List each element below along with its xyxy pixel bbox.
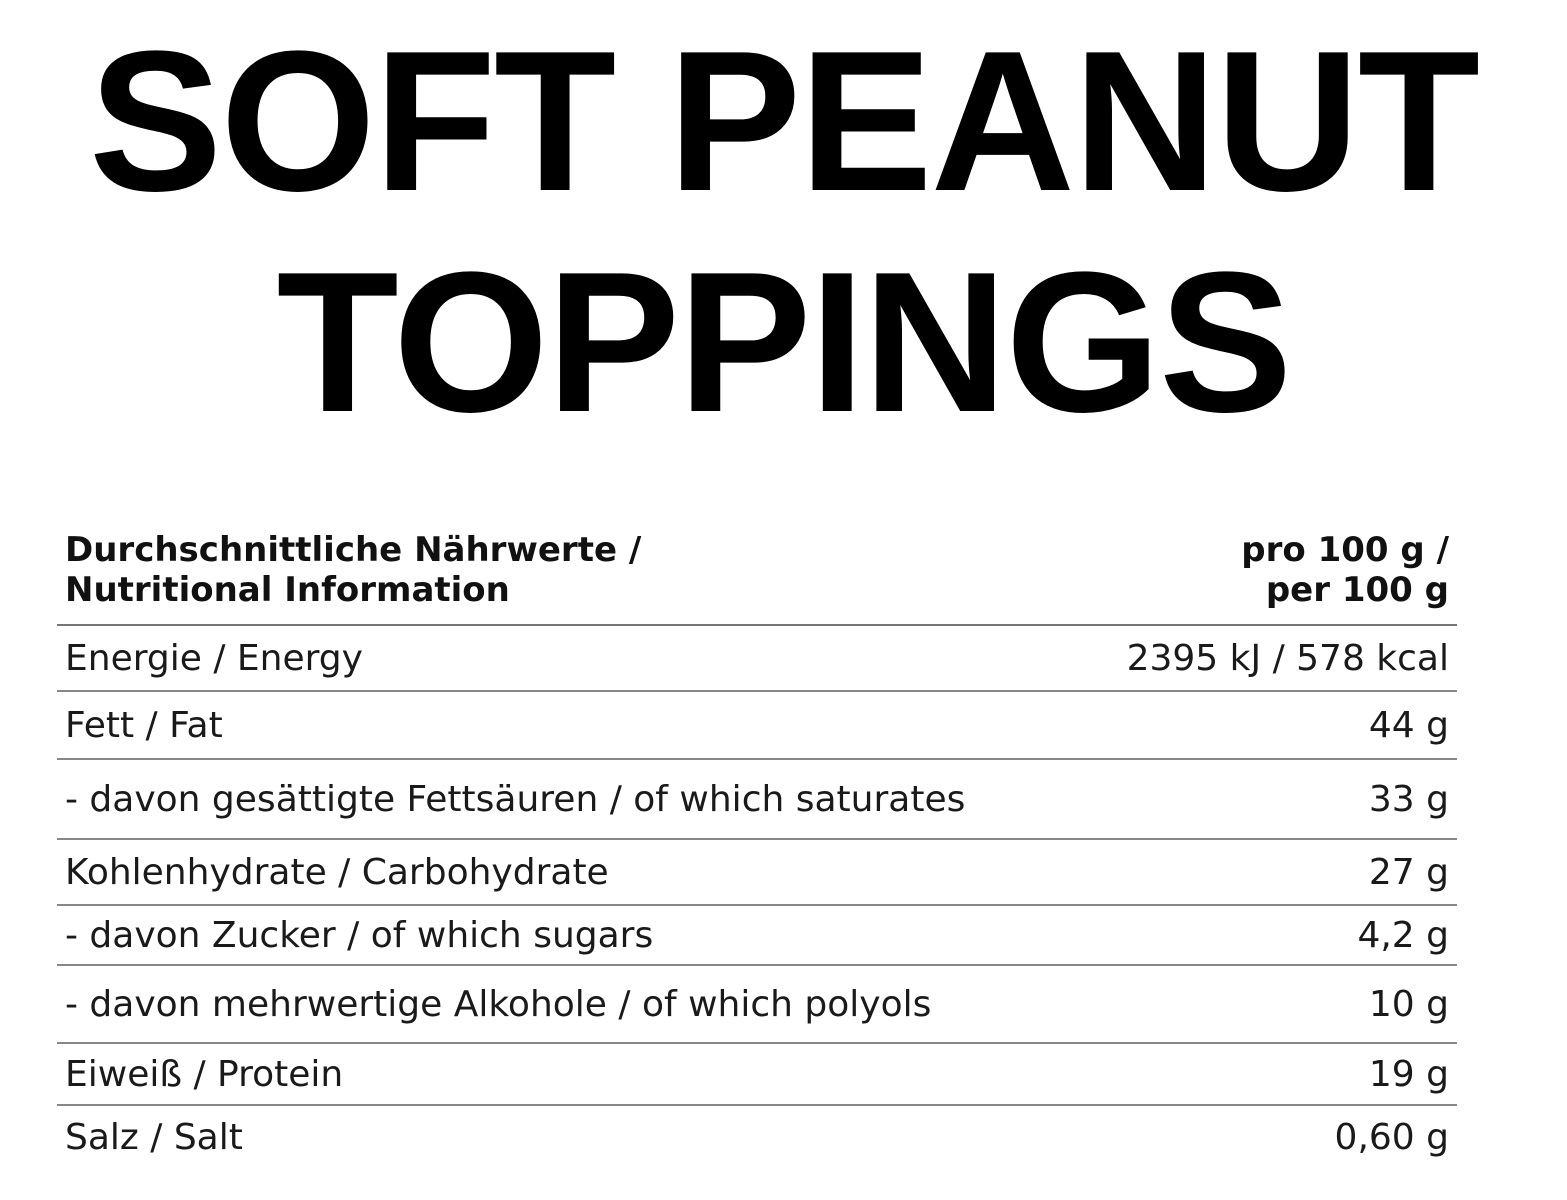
row-label: - davon gesättigte Fettsäuren / of which saturates (65, 778, 966, 820)
table-row-polyols (57, 966, 1457, 1044)
table-row-carbohydrate (57, 840, 1457, 906)
table-row-fat (57, 692, 1457, 760)
row-label: Energie / Energy (65, 637, 363, 679)
nutrition-table-header (57, 530, 1457, 626)
row-value: 19 g (1368, 1053, 1449, 1095)
table-row-salt (57, 1106, 1457, 1168)
table-row-energy (57, 626, 1457, 692)
row-label: Salz / Salt (65, 1116, 243, 1158)
row-label: - davon mehrwertige Alkohole / of which polyols (65, 983, 932, 1025)
row-value: 44 g (1368, 704, 1449, 746)
table-row-sugars (57, 906, 1457, 966)
table-row-saturates (57, 760, 1457, 840)
row-value: 2395 kJ / 578 kcal (1126, 637, 1449, 679)
header-label-line-1: Durchschnittliche Nährwerte / (65, 530, 642, 570)
header-value-line-1: pro 100 g / (1241, 530, 1449, 570)
product-title-line-2: TOPPINGS (276, 231, 1291, 454)
row-value: 4,2 g (1357, 914, 1449, 956)
row-value: 0,60 g (1334, 1116, 1449, 1158)
header-label (65, 530, 641, 610)
header-value-line-2: per 100 g (1265, 570, 1449, 610)
row-label: Kohlenhydrate / Carbohydrate (65, 851, 609, 893)
table-row-protein (57, 1044, 1457, 1106)
row-label: Fett / Fat (65, 704, 223, 746)
row-value: 33 g (1368, 778, 1449, 820)
row-label: - davon Zucker / of which sugars (65, 914, 654, 956)
header-label-line-2: Nutritional Information (65, 570, 510, 610)
row-label: Eiweiß / Protein (65, 1053, 344, 1095)
nutrition-table (57, 530, 1457, 1168)
row-value: 27 g (1368, 851, 1449, 893)
row-value: 10 g (1368, 983, 1449, 1025)
header-value (1241, 530, 1449, 610)
product-title-line-1: SOFT PEANUT (88, 10, 1479, 233)
